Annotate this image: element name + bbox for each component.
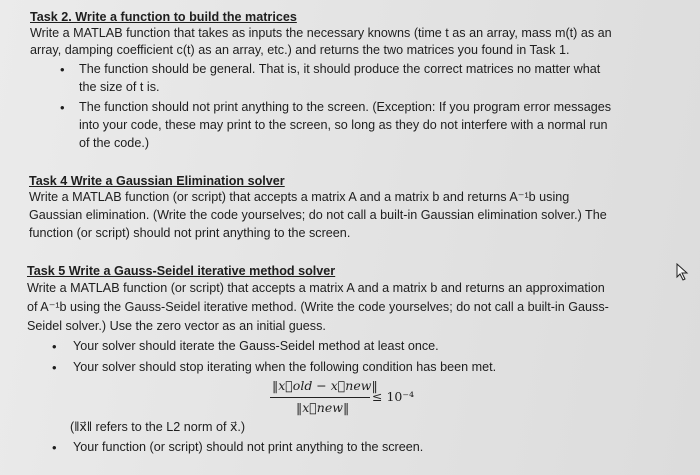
task5-line2: of A⁻¹b using the Gauss-Seidel iterative method. (Write the code yourselves; do not call a built-in Gauss-: [27, 300, 609, 314]
task2-bullet2-line2: into your code, these may print to the screen, so long as they do not interfere with a normal run: [79, 118, 608, 132]
bullet-icon: •: [60, 62, 65, 77]
task5-line3: Seidel solver.) Use the zero vector as an initial guess.: [27, 319, 326, 333]
task2-bullet2-line3: of the code.): [79, 136, 150, 150]
formula-denominator: ‖x⃗new‖: [296, 400, 350, 415]
task5-line1: Write a MATLAB function (or script) that accepts a matrix A and a matrix b and returns an approximation: [27, 281, 605, 295]
task4-line2: Gaussian elimination. (Write the code yourselves; do not call a built-in Gaussian elimination solver.) The: [29, 208, 607, 222]
formula-relation: ≤ 10⁻⁴: [372, 389, 414, 404]
bullet-icon: •: [52, 440, 57, 455]
task5-bullet2: Your solver should stop iterating when the following condition has been met.: [73, 360, 497, 374]
bullet-icon: •: [52, 360, 57, 375]
task5-last-bullet: Your function (or script) should not print anything to the screen.: [73, 440, 424, 454]
task4-line1: Write a MATLAB function (or script) that accepts a matrix A and a matrix b and returns A⁻¹b using: [29, 190, 570, 204]
bullet-icon: •: [60, 100, 65, 115]
task2-title: Task 2. Write a function to build the matrices: [30, 10, 297, 24]
task2-bullet1-line2: the size of t is.: [79, 80, 160, 94]
mouse-cursor-icon: [676, 263, 690, 281]
task2-bullet1-line1: The function should be general. That is, it should produce the correct matrices no matter what: [79, 62, 601, 76]
task4-title: Task 4 Write a Gaussian Elimination solver: [29, 174, 285, 188]
task2-bullet2-line1: The function should not print anything to the screen. (Exception: If you program error messages: [79, 100, 612, 114]
formula-numerator: ‖x⃗old − x⃗new‖: [272, 378, 378, 393]
task2-line1: Write a MATLAB function that takes as inputs the necessary knowns (time t as an array, mass m(t) as an: [30, 26, 612, 40]
bullet-icon: •: [52, 339, 57, 354]
task4-line3: function (or script) should not print anything to the screen.: [29, 226, 351, 240]
formula-fraction-bar: [270, 397, 370, 398]
task5-title: Task 5 Write a Gauss-Seidel iterative method solver: [27, 264, 336, 278]
task2-line2: array, damping coefficient c(t) as an array, etc.) and returns the two matrices you found in Task 1.: [30, 43, 570, 57]
task5-note: (‖x⃗‖ refers to the L2 norm of x⃗.): [70, 420, 246, 434]
task5-bullet1: Your solver should iterate the Gauss-Seidel method at least once.: [73, 339, 439, 353]
